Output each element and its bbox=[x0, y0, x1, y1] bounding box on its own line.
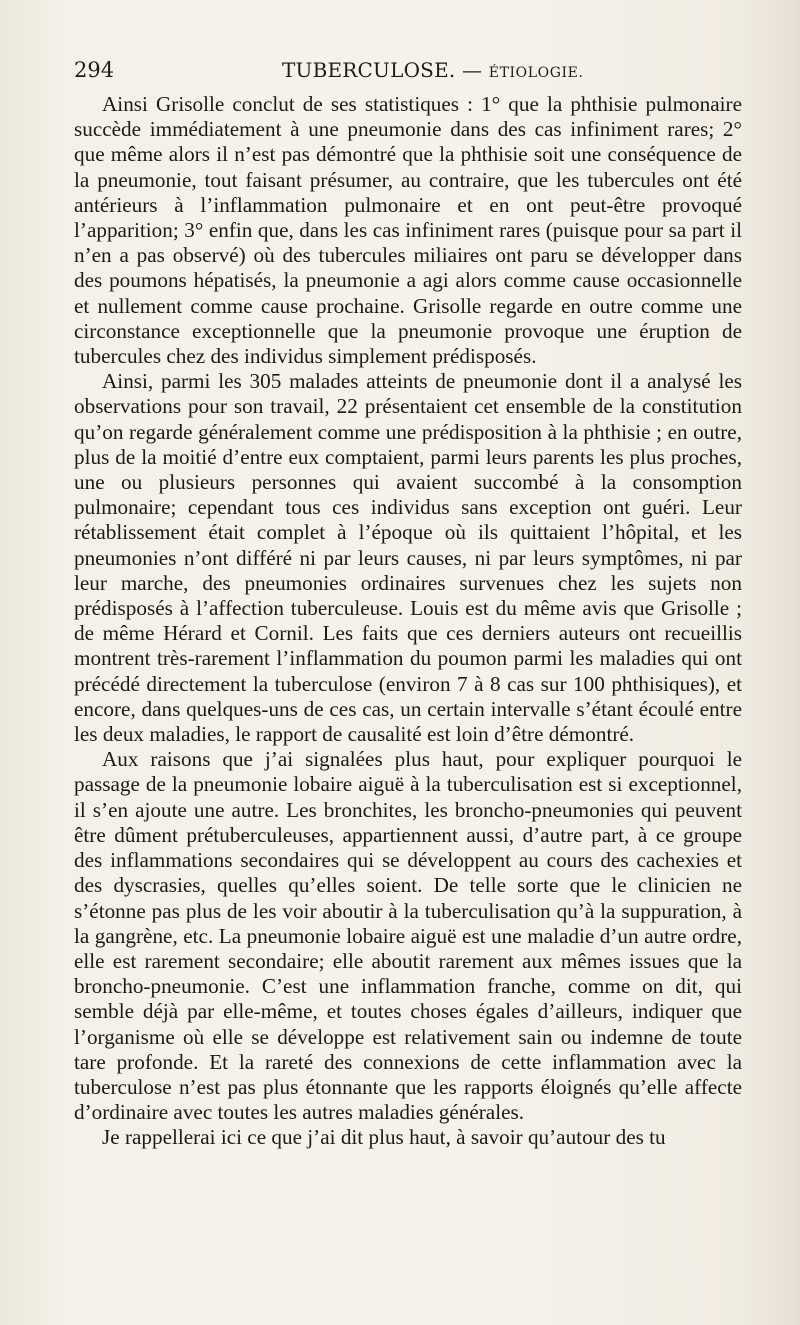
body-text bbox=[74, 92, 742, 1151]
running-title-main: TUBERCULOSE. bbox=[282, 58, 456, 82]
paragraph-raisons: Aux raisons que j’ai signalées plus haut, pour expliquer pourquoi le passage de la pneumonie lobaire aiguë à la tuberculisation est si exceptionnel, il s’en ajoute une autre. Les bronchites, les broncho-pneumonies qui peuvent être dûment prétuberculeuses, appartiennent aussi, d’autre part, à ce groupe des inflammations secondaires qui se développent au cours des cachexies et des dyscrasies, quelles qu’elles soient. De telle sorte que le clinicien ne s’étonne pas plus de les voir aboutir à la tuberculisation qu’à la suppuration, à la gangrène, etc. La pneumonie lobaire aiguë est une maladie d’un autre ordre, elle est rarement secondaire; elle aboutit rarement aux mêmes issues que la broncho-pneumonie. C’est une inflammation franche, comme on dit, qui semble déjà par elle-même, et toutes choses égales d’ailleurs, indiquer que l’organisme où elle se développe est relativement sain ou indemne de toute tare profonde. Et la rareté des connexions de cette inflammation avec la tuberculose n’est pas plus étonnante que les rapports éloignés qu’elle affecte d’ordinaire avec toutes les autres maladies générales. bbox=[74, 747, 742, 1125]
page-number: 294 bbox=[74, 58, 115, 82]
paragraph-rappellerai: Je rappellerai ici ce que j’ai dit plus haut, à savoir qu’autour des tu bbox=[102, 1125, 666, 1150]
running-title bbox=[282, 58, 584, 82]
paragraph-305-malades: Ainsi, parmi les 305 malades atteints de pneumonie dont il a analysé les observations pour son travail, 22 présentaient cet ensemble de la constitution qu’on regarde généralement comme une prédisposition à la phthisie ; en outre, plus de la moitié d’entre eux comptaient, parmi leurs parents les plus proches, une ou plusieurs personnes qui avaient succombé à la consomption pulmonaire; cependant tous ces individus sans exception ont guéri. Leur rétablissement était complet à l’époque où ils quittaient l’hôpital, et les pneumonies n’ont différé ni par leurs causes, ni par leurs symptômes, ni par leur marche, des pneumonies ordinaires survenues chez les sujets non prédisposés à l’affection tuberculeuse. Louis est du même avis que Grisolle ; de même Hérard et Cornil. Les faits que ces derniers auteurs ont recueillis montrent très-rarement l’inflammation du poumon parmi les maladies qui ont précédé directement la tuberculose (environ 7 à 8 cas sur 100 phthisiques), et encore, dans quelques-uns de ces cas, un certain intervalle s’étant écoulé entre les deux maladies, le rapport de causalité est loin d’être démontré. bbox=[74, 369, 742, 747]
running-header bbox=[74, 58, 738, 88]
running-title-separator: — bbox=[462, 58, 483, 82]
paragraph-grisolle-conclusion: Ainsi Grisolle conclut de ses statistiques : 1° que la phthisie pulmonaire succède immédiatement à une pneumonie dans des cas infiniment rares; 2° que même alors il n’est pas démontré que la phthisie soit une conséquence de la pneumonie, tout faisant présumer, au contraire, que les tubercules ont été antérieurs à l’inflammation pulmonaire et en ont peut-être provoqué l’apparition; 3° enfin que, dans les cas infiniment rares (puisque pour sa part il n’en a pas observé) où des tubercules miliaires ont paru se développer dans des poumons hépatisés, la pneumonie a agi alors comme cause occasionnelle et nullement comme cause prochaine. Grisolle regarde en outre comme une circonstance exceptionnelle que la pneumonie provoque une éruption de tubercules chez des individus simplement prédisposés. bbox=[74, 92, 742, 369]
running-title-subtitle: ÉTIOLOGIE. bbox=[488, 65, 584, 81]
